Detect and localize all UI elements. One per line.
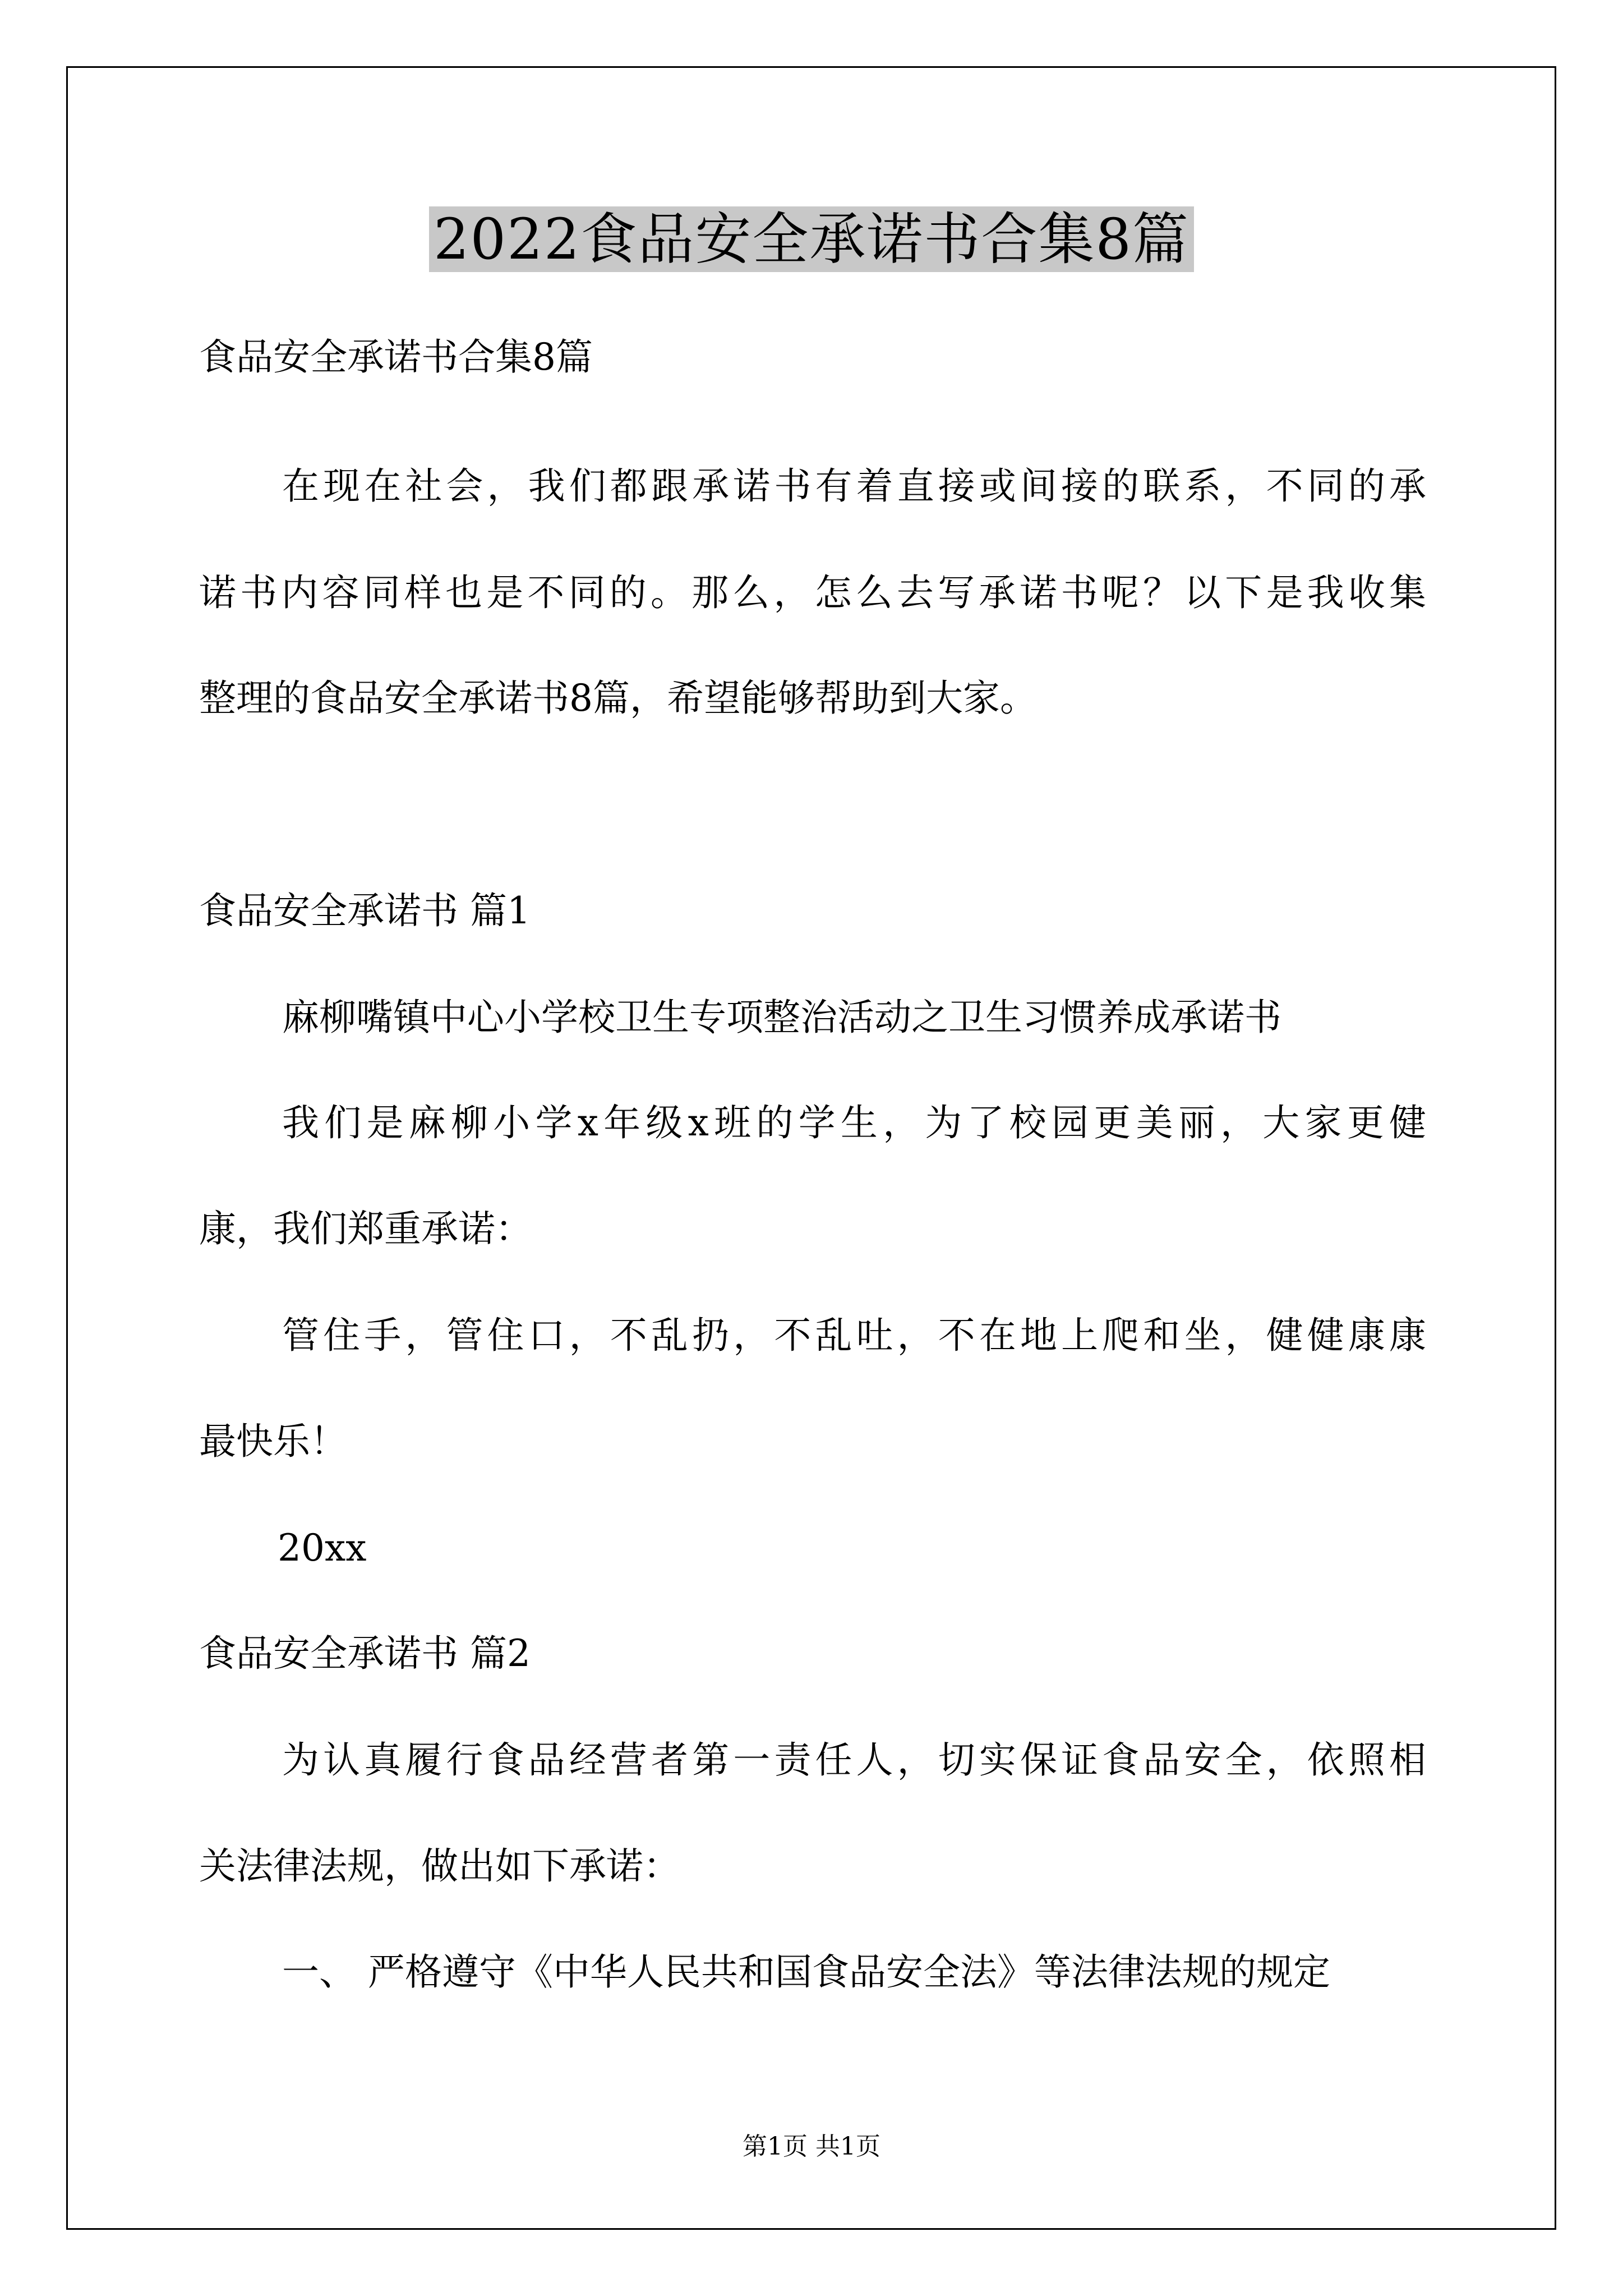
section-2-line-2: 关法律法规，做出如下承诺： xyxy=(199,1844,680,1888)
intro-line-1: 在现在社会，我们都跟承诺书有着直接或间接的联系，不同的承 xyxy=(282,464,1426,508)
section-1-line-5: 20xx xyxy=(278,1526,367,1570)
document-subtitle: 食品安全承诺书合集8篇 xyxy=(199,335,593,379)
section-1-subtitle: 麻柳嘴镇中心小学校卫生专项整治活动之卫生习惯养成承诺书 xyxy=(282,996,1281,1039)
intro-line-2: 诺书内容同样也是不同的。那么，怎么去写承诺书呢？以下是我收集 xyxy=(199,571,1426,614)
page-footer: 第1页 共1页 xyxy=(743,2132,880,2161)
section-1-heading: 食品安全承诺书 篇1 xyxy=(199,889,531,932)
section-2-heading: 食品安全承诺书 篇2 xyxy=(199,1632,531,1675)
section-1-line-1: 我们是麻柳小学x年级x班的学生，为了校园更美丽，大家更健 xyxy=(282,1101,1426,1144)
document-title-text: 2022食品安全承诺书合集8篇 xyxy=(429,206,1194,272)
document-title xyxy=(0,197,1623,282)
section-1-line-4: 最快乐！ xyxy=(199,1420,347,1463)
section-1-line-3: 管住手，管住口，不乱扔，不乱吐，不在地上爬和坐，健健康康 xyxy=(282,1314,1426,1357)
section-2-line-3: 一、 严格遵守《中华人民共和国食品安全法》等法律法规的规定 xyxy=(282,1950,1330,1994)
section-1-line-2: 康，我们郑重承诺： xyxy=(199,1207,532,1250)
section-2-line-1: 为认真履行食品经营者第一责任人，切实保证食品安全，依照相 xyxy=(282,1738,1426,1782)
intro-line-3: 整理的食品安全承诺书8篇，希望能够帮助到大家。 xyxy=(199,677,1037,720)
